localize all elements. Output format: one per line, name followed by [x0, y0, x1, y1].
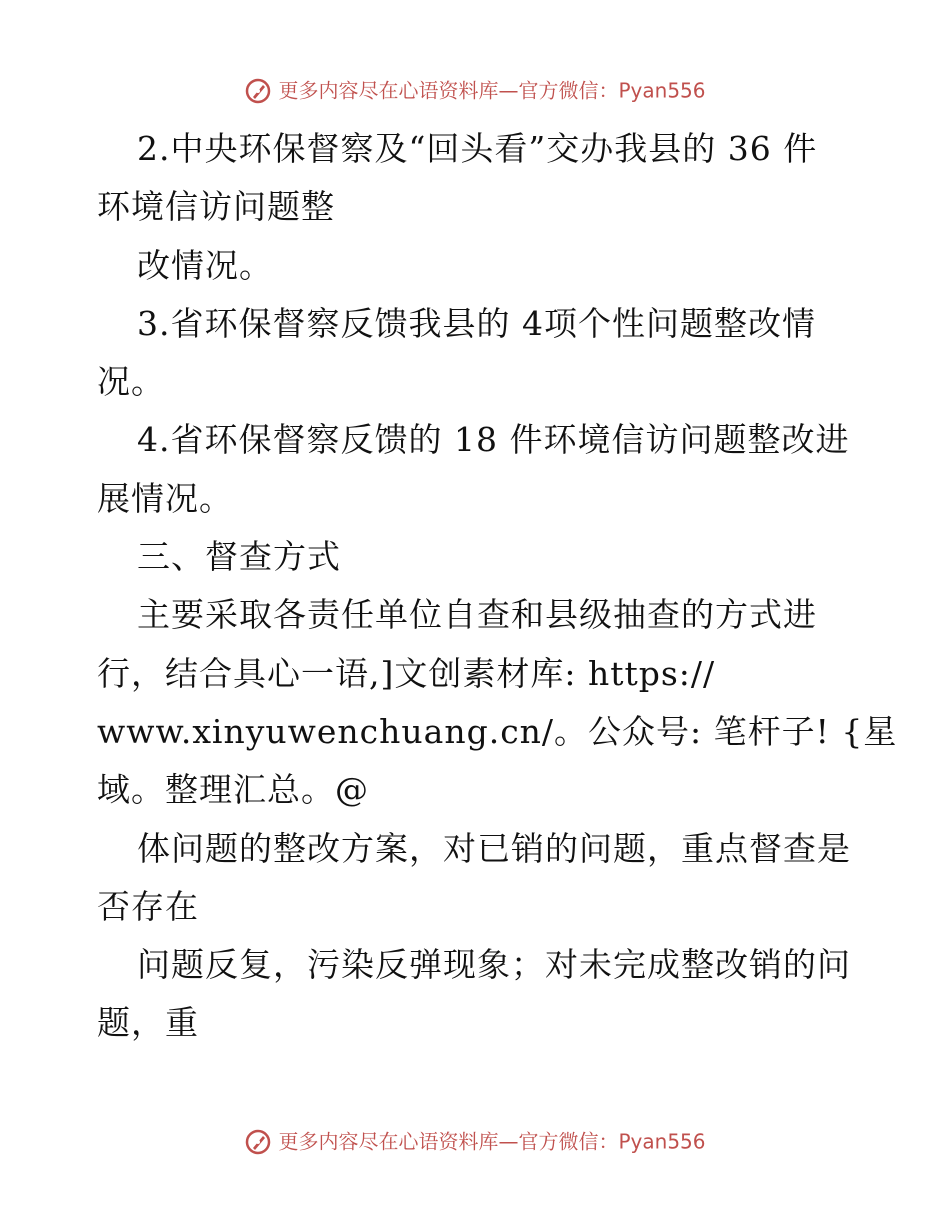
document-body: [97, 120, 898, 1053]
watermark-contact: Pyan556: [618, 1129, 706, 1154]
text-line: 体问题的整改方案，对已销的问题，重点督查是: [137, 828, 851, 868]
section-heading: 三、督查方式: [137, 537, 341, 577]
watermark-text: 更多内容尽在心语资料库—官方微信：: [278, 1129, 619, 1154]
text-line: 域。整理汇总。@: [97, 770, 369, 810]
text-line: 展情况。: [97, 478, 233, 518]
text-line: 环境信访问题整: [97, 187, 335, 227]
text-line: 题，重: [97, 1003, 199, 1043]
pen-nib-logo-icon: [244, 1128, 272, 1156]
pen-nib-logo-icon: [244, 77, 272, 105]
text-line: 3.省环保督察反馈我县的 4项个性问题整改情: [137, 303, 816, 343]
text-line: www.xinyuwenchuang.cn/。公众号: 笔杆子! {星: [97, 711, 898, 751]
watermark-text: 更多内容尽在心语资料库—官方微信：: [278, 78, 619, 103]
text-line: 况。: [97, 362, 165, 402]
text-line: 否存在: [97, 886, 199, 926]
text-line: 行，结合具心一语,]文创素材库: https://: [97, 653, 716, 693]
text-line: 主要采取各责任单位自查和县级抽查的方式进: [137, 595, 817, 635]
text-line: 2.中央环保督察及“回头看”交办我县的 36 件: [137, 129, 818, 168]
watermark-contact: Pyan556: [618, 78, 706, 103]
text-line: 4.省环保督察反馈的 18 件环境信访问题整改进: [137, 420, 850, 460]
header-watermark: [0, 75, 950, 105]
footer-watermark: [0, 1126, 950, 1156]
text-line: 问题反复，污染反弹现象；对未完成整改销的问: [137, 945, 851, 985]
text-line: 改情况。: [137, 245, 273, 285]
